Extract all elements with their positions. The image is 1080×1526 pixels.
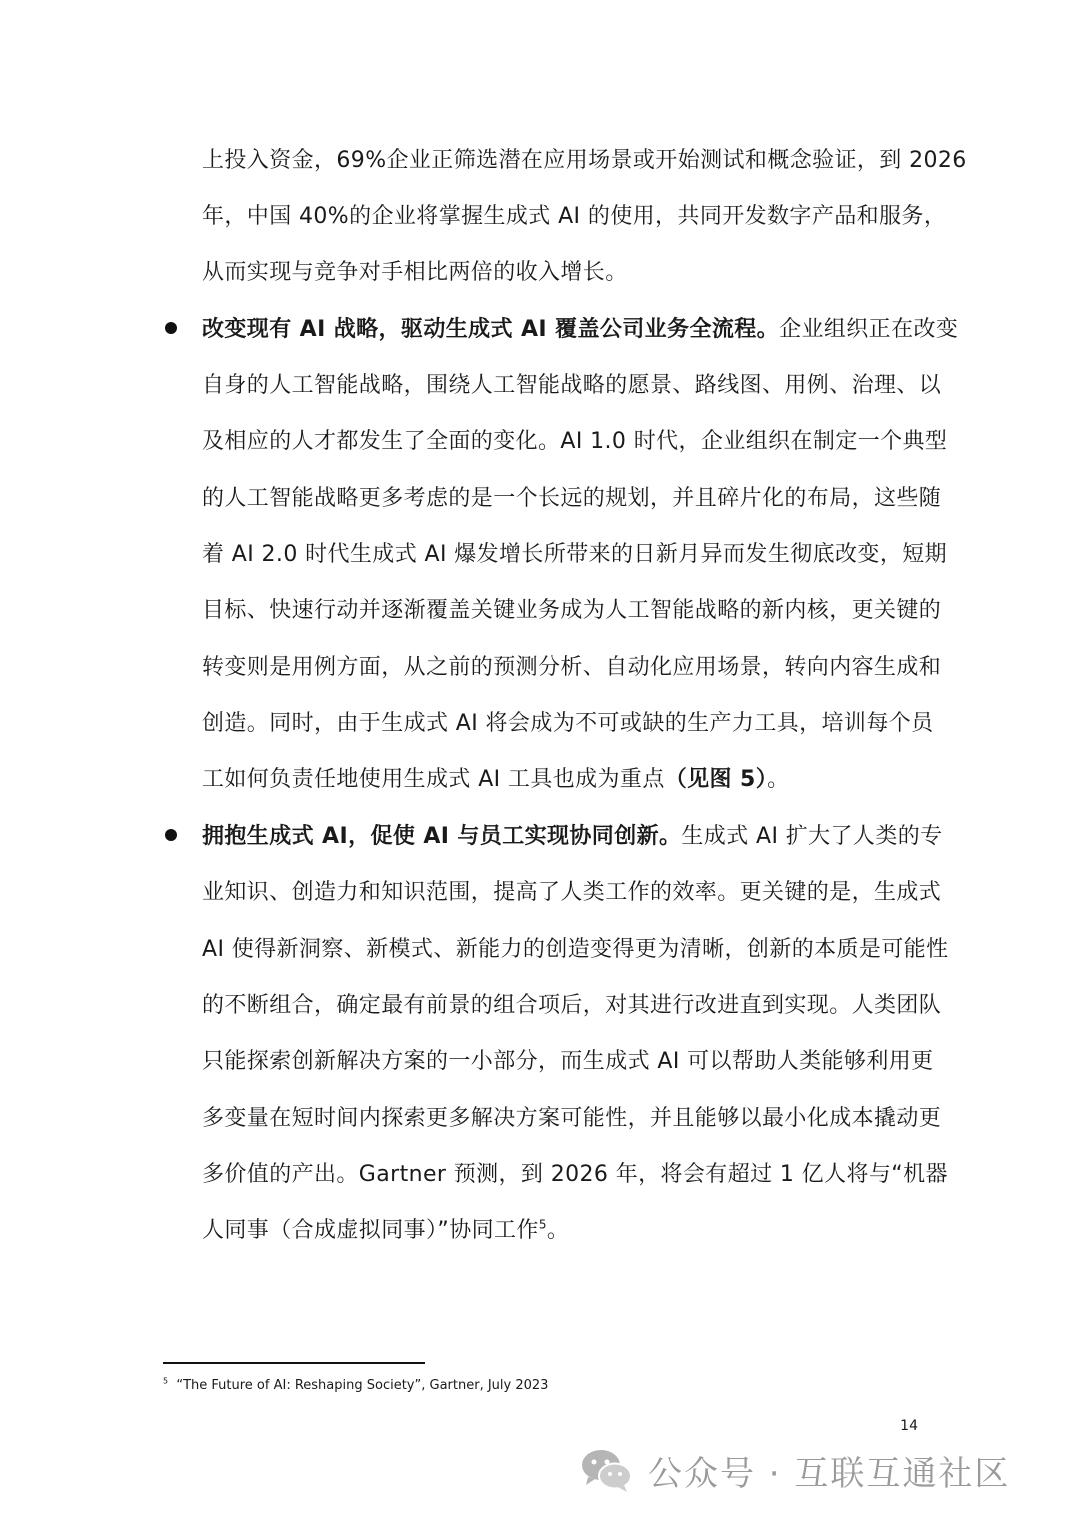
body-line: 的不断组合，确定最有前景的组合项后，对其进行改进直到实现。人类团队 bbox=[202, 993, 942, 1018]
figure-reference: （见图 5） bbox=[664, 767, 768, 792]
wechat-icon bbox=[580, 1447, 634, 1493]
bullet-2-last-line bbox=[202, 1216, 918, 1246]
body-text: 工如何负责任地使用生成式 AI 工具也成为重点 bbox=[202, 767, 665, 792]
watermark bbox=[580, 1440, 1050, 1500]
bullet-2-first-line bbox=[202, 822, 943, 852]
bullet-dot bbox=[165, 829, 177, 841]
watermark-text: 公众号 · 互联互通社区 bbox=[648, 1453, 1011, 1494]
body-text: 。 bbox=[767, 767, 790, 792]
bullet-1-text: 企业组织正在改变 bbox=[779, 317, 959, 342]
body-line: 自身的人工智能战略，围绕人工智能战略的愿景、路线图、用例、治理、以 bbox=[202, 373, 942, 398]
bullet-1-heading: 改变现有 AI 战略，驱动生成式 AI 覆盖公司业务全流程。 bbox=[202, 317, 780, 342]
bullet-1-first-line bbox=[202, 315, 959, 345]
body-line: 目标、快速行动并逐渐覆盖关键业务成为人工智能战略的新内核，更关键的 bbox=[202, 598, 942, 623]
body-line: 上投入资金，69%企业正筛选潜在应用场景或开始测试和概念验证，到 2026 bbox=[202, 148, 967, 173]
footnote bbox=[163, 1378, 548, 1394]
bullet-2-heading: 拥抱生成式 AI，促使 AI 与员工实现协同创新。 bbox=[202, 824, 682, 849]
footnote-number: 5 bbox=[163, 1376, 169, 1386]
body-line: 年，中国 40%的企业将掌握生成式 AI 的使用，共同开发数字产品和服务， bbox=[202, 204, 947, 229]
body-text: 。 bbox=[546, 1218, 570, 1243]
footnote-marker: 5 bbox=[538, 1217, 547, 1232]
body-line: 着 AI 2.0 时代生成式 AI 爆发增长所带来的日新月异而发生彻底改变，短期 bbox=[202, 542, 948, 567]
body-line: 多变量在短时间内探索更多解决方案可能性，并且能够以最小化成本撬动更 bbox=[202, 1106, 942, 1131]
page-number: 14 bbox=[900, 1418, 918, 1434]
body-line: AI 使得新洞察、新模式、新能力的创造变得更为清晰，创新的本质是可能性 bbox=[202, 937, 949, 962]
bullet-dot bbox=[165, 322, 177, 334]
body-line: 多价值的产出。Gartner 预测，到 2026 年，将会有超过 1 亿人将与“机器 bbox=[202, 1162, 948, 1187]
body-text: 人同事（合成虚拟同事）”协同工作 bbox=[202, 1218, 539, 1243]
body-line: 的人工智能战略更多考虑的是一个长远的规划，并且碎片化的布局，这些随 bbox=[202, 486, 942, 511]
body-line: 从而实现与竞争对手相比两倍的收入增长。 bbox=[202, 260, 628, 285]
body-line: 只能探索创新解决方案的一小部分，而生成式 AI 可以帮助人类能够利用更 bbox=[202, 1049, 934, 1074]
footnote-text: “The Future of AI: Reshaping Society”, Gartner, July 2023 bbox=[176, 1378, 549, 1393]
body-line: 业知识、创造力和知识范围，提高了人类工作的效率。更关键的是，生成式 bbox=[202, 880, 942, 905]
bullet-1-last-line bbox=[202, 765, 918, 795]
footnote-rule bbox=[163, 1362, 425, 1364]
body-line: 创造。同时，由于生成式 AI 将会成为不可或缺的生产力工具，培训每个员 bbox=[202, 711, 934, 736]
bullet-2-text: 生成式 AI 扩大了人类的专 bbox=[681, 824, 943, 849]
body-line: 转变则是用例方面，从之前的预测分析、自动化应用场景，转向内容生成和 bbox=[202, 655, 942, 680]
body-line: 及相应的人才都发生了全面的变化。AI 1.0 时代，企业组织在制定一个典型 bbox=[202, 429, 948, 454]
